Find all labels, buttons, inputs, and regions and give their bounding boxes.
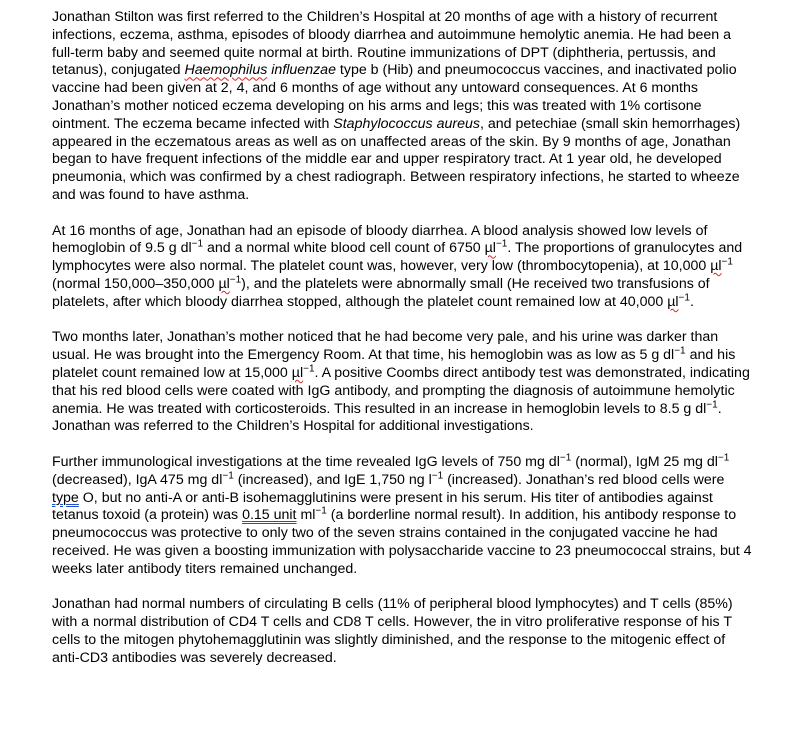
text-run: and a normal white blood cell count of 6750 bbox=[203, 240, 485, 257]
spellcheck-flagged-word: µl bbox=[291, 364, 304, 381]
text-run: Further immunological investigations at the time revealed IgG levels of 750 mg dl bbox=[52, 453, 560, 470]
text-run: . The proportions of granulocytes and lymphocytes were also normal. The platelet count was, however, very low (thrombocytopenia), at 10,000 bbox=[52, 240, 743, 275]
superscript-exponent: −1 bbox=[721, 256, 733, 268]
text-run: ml bbox=[296, 507, 316, 524]
italic-term: influenzae bbox=[271, 62, 336, 79]
spellcheck-flagged-word: µl bbox=[667, 293, 679, 310]
superscript-exponent: −1 bbox=[559, 452, 572, 464]
text-run: Two months later, Jonathan’s mother noticed that he had become very pale, and his urine was darker than usual. He was brought into the Emergency Room. At that time, his hemoglobin was as low as 5 g dl bbox=[52, 329, 719, 364]
text-run: At 16 months of age, Jonathan had an episode of bloody diarrhea. A blood analysis showed low levels of hemoglobin of 9.5 g dl bbox=[52, 222, 708, 257]
spellcheck-flagged-word: µl bbox=[710, 258, 722, 275]
superscript-exponent: −1 bbox=[191, 238, 204, 250]
text-run: . bbox=[689, 293, 694, 310]
text-run: , and petechiae (small skin hemorrhages) appeared in the eczematous areas as well as on unaffected areas of the skin. By 9 months of age, Jonathan began to have frequent infections of the middle ear and upper respiratory tract. At 1 year old, he developed pneumonia, which was confirmed by a chest radiograph. Between respiratory infections, he started to wheeze and was found to have asthma. bbox=[52, 115, 741, 203]
text-run: O, but no anti-A or anti-B isohemagglutinins were present in his serum. His titer of antibodies against tetanus toxoid (a protein) was bbox=[52, 489, 713, 524]
text-run: . A positive Coombs direct antibody test was demonstrated, indicating that his red blood cells were coated with IgG antibody, and prompting the diagnosis of autoimmune hemolytic anemia. He was treated with corticosteroids. This resulted in an increase in hemoglobin levels to 8.5 g dl bbox=[52, 364, 750, 417]
text-run: (increased), and IgE 1,750 ng l bbox=[233, 471, 432, 488]
superscript-exponent: −1 bbox=[303, 363, 315, 375]
text-run: . Jonathan was referred to the Children’s Hospital for additional investigations. bbox=[52, 400, 722, 435]
superscript-exponent: −1 bbox=[229, 274, 242, 286]
superscript-exponent: −1 bbox=[315, 505, 327, 517]
superscript-exponent: −1 bbox=[674, 345, 686, 357]
document-body bbox=[52, 9, 752, 685]
text-run: (normal), IgM 25 mg dl bbox=[571, 453, 718, 470]
grammar-flagged-phrase: 0.15 unit bbox=[242, 507, 297, 524]
text-run: Jonathan had normal numbers of circulating B cells (11% of peripheral blood lymphocytes) and T cells (85%) with a normal distribution of CD4 T cells and CD8 T cells. However, the in vitro proliferative response of his T cells to the mitogen phytohemagglutinin was slightly diminished, and the response to the mitogenic effect of anti-CD3 antibodies was severely decreased. bbox=[52, 596, 733, 666]
grammar-flagged-phrase: type bbox=[52, 489, 79, 506]
superscript-exponent: −1 bbox=[222, 469, 234, 481]
text-run: (increased). Jonathan’s red blood cells were bbox=[443, 471, 725, 488]
superscript-exponent: −1 bbox=[706, 398, 718, 410]
text-run: type b (Hib) and pneumococcus vaccines, and inactivated polio vaccine had been given at 2, 4, and 6 months of age without any untoward consequences. At 6 months Jonathan’s mother noticed eczema developing on his arms and legs; this was treated with 1% cortisone ointment. The eczema became infected with bbox=[52, 62, 737, 132]
paragraph bbox=[52, 9, 752, 205]
paragraph bbox=[52, 596, 752, 667]
italic-term: Staphylococcus aureus bbox=[333, 115, 480, 132]
text-run: and his platelet count remained low at 15,000 bbox=[52, 347, 736, 381]
text-run: Jonathan Stilton was first referred to the Children’s Hospital at 20 months of age with a history of recurrent infections, eczema, asthma, episodes of bloody diarrhea and autoimmune hemolytic anemia. He had been a full-term baby and seemed quite normal at birth. Routine immunizations of DPT (diphtheria, pertussis, and tetanus), conjugated bbox=[52, 9, 732, 79]
paragraph bbox=[52, 329, 752, 436]
superscript-exponent: −1 bbox=[431, 469, 444, 481]
spellcheck-flagged-word: Haemophilus bbox=[184, 62, 268, 79]
spellcheck-flagged-word: µl bbox=[484, 240, 496, 257]
spellcheck-flagged-word: µl bbox=[218, 275, 230, 292]
superscript-exponent: −1 bbox=[495, 238, 508, 250]
superscript-exponent: −1 bbox=[717, 452, 730, 464]
text-run: (a borderline normal result). In addition, his antibody response to pneumococcus was protective to only two of the seven strains contained in the conjugated vaccine he had received. He was given a boosting immunization with polysaccharide vaccine to 23 pneumococcal strains, but 4 weeks later antibody titers remained unchanged. bbox=[52, 507, 752, 577]
paragraph bbox=[52, 223, 752, 312]
text-run: ), and the platelets were abnormally small (He received two transfusions of platelets, after which bloody diarrhea stopped, although the platelet count remained low at 40,000 bbox=[52, 275, 710, 310]
text-run: (decreased), IgA 475 mg dl bbox=[52, 471, 223, 488]
text-run: (normal 150,000–350,000 bbox=[52, 275, 219, 292]
superscript-exponent: −1 bbox=[678, 292, 690, 304]
paragraph bbox=[52, 454, 752, 579]
